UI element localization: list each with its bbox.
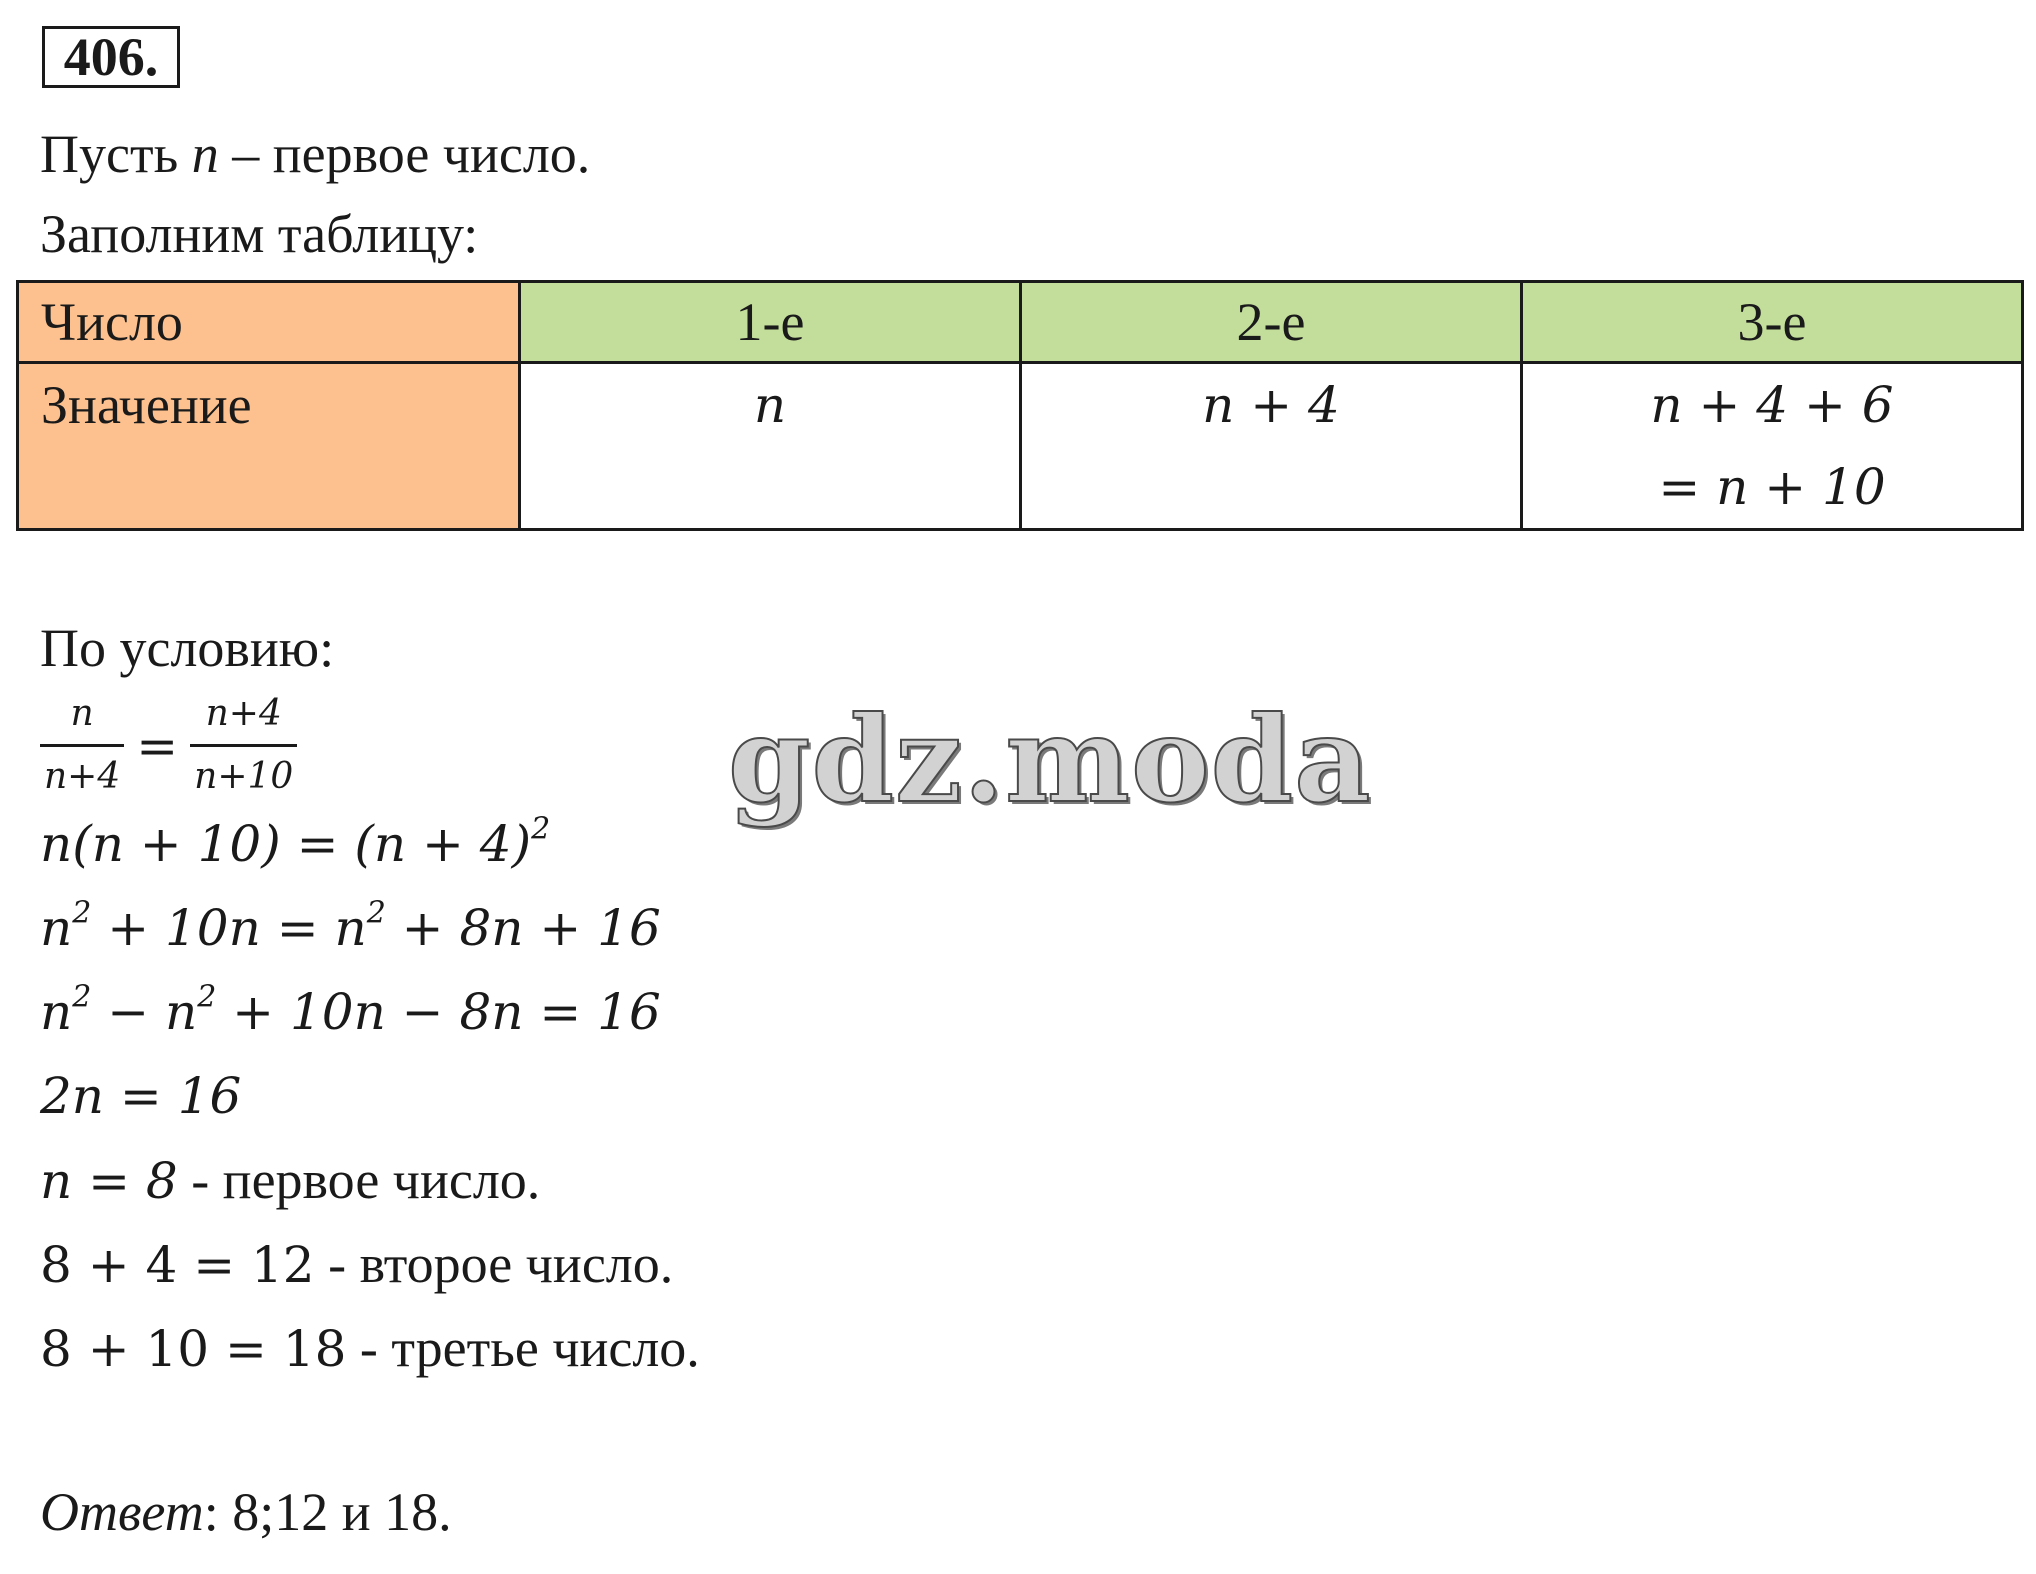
fraction-right: [190, 690, 297, 801]
step-1-text: n(n + 10) = (n + 4): [40, 815, 532, 873]
intro-text-b: – первое число.: [218, 124, 591, 184]
step-2-exp-2: 2: [366, 895, 386, 931]
table-header-label: Число: [18, 282, 520, 363]
step-3-c: + 10n − 8n = 16: [216, 983, 661, 1041]
value-2-text: n + 4: [1202, 376, 1340, 434]
intro-line-1: [40, 122, 590, 186]
value-3-line-2: = n + 10: [1658, 458, 1886, 516]
step-6-math: 8 + 4 = 12: [40, 1236, 315, 1294]
fraction-right-numerator: n+4: [190, 690, 297, 747]
numbers-table: [16, 280, 2024, 531]
step-7: [40, 1316, 700, 1381]
step-4: 2n = 16: [40, 1067, 242, 1125]
watermark-logo: gdz.moda: [728, 690, 1372, 829]
step-7-text: - третье число.: [346, 1318, 700, 1378]
step-7-math: 8 + 10 = 18: [40, 1320, 347, 1378]
table-value-3: [1522, 363, 2023, 530]
step-3-a: n: [40, 983, 73, 1041]
step-6: [40, 1232, 673, 1297]
step-6-text: - второе число.: [314, 1234, 674, 1294]
fraction-left: [40, 690, 124, 801]
step-2-b: + 10n = n: [91, 899, 367, 957]
step-3-exp-2: 2: [197, 979, 217, 1015]
answer-line: [40, 1480, 452, 1544]
intro-text-a: Пусть: [40, 124, 192, 184]
table-value-2: [1021, 363, 1522, 530]
step-5-text: - первое число.: [177, 1150, 541, 1210]
answer-text: : 8;12 и 18.: [203, 1482, 452, 1542]
answer-label: Ответ: [40, 1482, 204, 1542]
step-2-exp-1: 2: [72, 895, 92, 931]
table-value-row: [18, 363, 2023, 530]
table-value-1: [520, 363, 1021, 530]
value-1-text: n: [753, 376, 787, 434]
table-column-1: 1-е: [520, 282, 1021, 363]
fraction-right-denominator: n+10: [194, 756, 294, 797]
step-2-c: + 8n + 16: [385, 899, 661, 957]
step-2: [40, 896, 661, 960]
fraction-equation: [40, 690, 297, 801]
problem-number: 406.: [42, 26, 180, 88]
step-5-math: n = 8: [40, 1152, 178, 1210]
step-5: [40, 1148, 540, 1213]
step-2-a: n: [40, 899, 73, 957]
table-column-2: 2-е: [1021, 282, 1522, 363]
step-1-exponent: 2: [531, 811, 551, 847]
step-3-exp-1: 2: [72, 979, 92, 1015]
intro-line-2: Заполним таблицу:: [40, 204, 479, 264]
step-3-b: − n: [91, 983, 198, 1041]
step-1: [40, 812, 550, 876]
fraction-left-numerator: n: [40, 690, 124, 747]
intro-variable: n: [191, 124, 219, 184]
fraction-left-denominator: n+4: [44, 756, 121, 797]
table-column-3: 3-е: [1522, 282, 2023, 363]
condition-label: По условию:: [40, 618, 335, 678]
value-3-line-1: n + 4 + 6: [1650, 376, 1894, 434]
table-header-row: [18, 282, 2023, 363]
table-row-label: Значение: [18, 363, 520, 530]
step-3: [40, 980, 661, 1044]
fraction-equals: =: [136, 716, 179, 775]
